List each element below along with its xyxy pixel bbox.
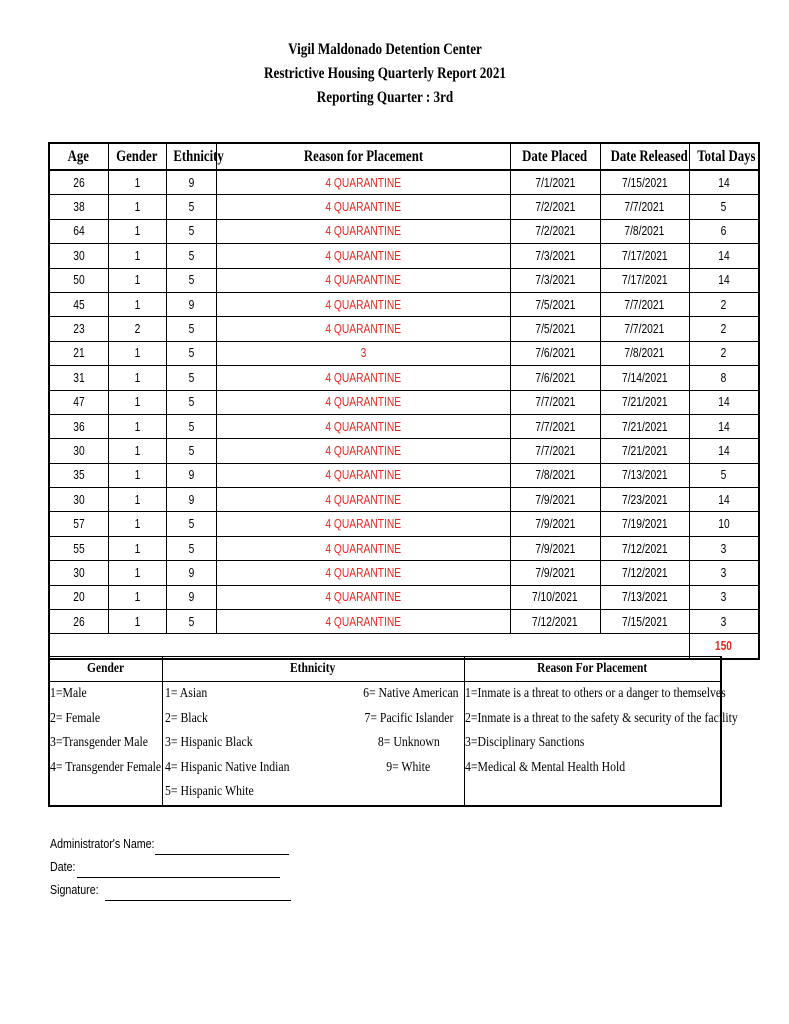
- legend-item: 4= Hispanic Native Indian: [164, 759, 290, 775]
- gender-cell: 1: [108, 463, 166, 487]
- date-field[interactable]: [77, 863, 280, 878]
- col-header-ethnicity: Ethnicity: [166, 143, 216, 170]
- gender-cell: 1: [108, 244, 166, 268]
- total-days-cell: 14: [689, 414, 759, 438]
- date-released-cell: 7/7/2021: [600, 195, 689, 219]
- date-released-cell: 7/12/2021: [600, 561, 689, 585]
- date-released-cell: 7/8/2021: [600, 219, 689, 243]
- date-placed-cell: 7/6/2021: [510, 341, 600, 365]
- date-placed-cell: 7/7/2021: [510, 390, 600, 414]
- gender-cell: 1: [108, 341, 166, 365]
- age-cell: 21: [49, 341, 108, 365]
- date-released-cell: 7/21/2021: [600, 439, 689, 463]
- date-released-cell: 7/19/2021: [600, 512, 689, 536]
- age-cell: 30: [49, 561, 108, 585]
- age-cell: 38: [49, 195, 108, 219]
- age-cell: 20: [49, 585, 108, 609]
- ethnicity-cell: 9: [166, 585, 216, 609]
- col-header-age: Age: [49, 143, 108, 170]
- legend-item: 2= Black: [164, 710, 208, 726]
- total-days-cell: 14: [689, 390, 759, 414]
- gender-cell: 1: [108, 170, 166, 195]
- reason-cell: 4 QUARANTINE: [216, 439, 510, 463]
- table-row: [49, 366, 759, 390]
- table-row: [49, 512, 759, 536]
- date-placed-cell: 7/10/2021: [510, 585, 600, 609]
- legend-table: [48, 656, 738, 807]
- ethnicity-cell: 9: [166, 463, 216, 487]
- date-placed-cell: 7/8/2021: [510, 463, 600, 487]
- age-cell: 30: [49, 244, 108, 268]
- total-days-cell: 3: [689, 585, 759, 609]
- reason-cell: 4 QUARANTINE: [216, 195, 510, 219]
- gender-cell: 1: [108, 292, 166, 316]
- reporting-quarter: Reporting Quarter : 3rd: [316, 89, 454, 106]
- total-days-cell: 2: [689, 341, 759, 365]
- age-cell: 55: [49, 536, 108, 560]
- date-placed-cell: 7/1/2021: [510, 170, 600, 195]
- legend-item: 1=Inmate is a threat to others or a danger to themselves: [464, 686, 726, 701]
- date-released-cell: 7/17/2021: [600, 268, 689, 292]
- date-released-cell: 7/13/2021: [600, 585, 689, 609]
- signature-line: [50, 878, 291, 901]
- reason-cell: 4 QUARANTINE: [216, 366, 510, 390]
- age-cell: 30: [49, 488, 108, 512]
- col-header-total-days: Total Days: [689, 143, 759, 170]
- ethnicity-cell: 5: [166, 536, 216, 560]
- age-cell: 64: [49, 219, 108, 243]
- ethnicity-cell: 5: [166, 390, 216, 414]
- table-row: [49, 561, 759, 585]
- date-placed-cell: 7/9/2021: [510, 512, 600, 536]
- legend-item: 9= White: [386, 759, 431, 775]
- date-placed-cell: 7/3/2021: [510, 244, 600, 268]
- legend-item: 2= Female: [50, 710, 101, 726]
- reason-cell: 4 QUARANTINE: [216, 585, 510, 609]
- signature-field[interactable]: [105, 886, 291, 901]
- gender-cell: 1: [108, 561, 166, 585]
- date-placed-cell: 7/9/2021: [510, 536, 600, 560]
- date-released-cell: 7/7/2021: [600, 317, 689, 341]
- date-released-cell: 7/21/2021: [600, 414, 689, 438]
- total-days-cell: 6: [689, 219, 759, 243]
- legend-item: 3=Disciplinary Sanctions: [464, 735, 584, 750]
- reason-cell: 4 QUARANTINE: [216, 390, 510, 414]
- total-days-cell: 2: [689, 292, 759, 316]
- reason-cell: 4 QUARANTINE: [216, 244, 510, 268]
- legend-gender-title: Gender: [49, 657, 162, 682]
- reason-cell: 4 QUARANTINE: [216, 488, 510, 512]
- reason-cell: 4 QUARANTINE: [216, 219, 510, 243]
- gender-cell: 1: [108, 268, 166, 292]
- legend-item: 6= Native American: [362, 686, 459, 701]
- reason-cell: 4 QUARANTINE: [216, 170, 510, 195]
- date-line: [50, 855, 291, 878]
- legend-reason-list: [464, 682, 738, 806]
- date-placed-cell: 7/2/2021: [510, 195, 600, 219]
- table-row: [49, 536, 759, 560]
- date-released-cell: 7/7/2021: [600, 292, 689, 316]
- facility-title: Vigil Maldonado Detention Center: [288, 41, 482, 58]
- date-placed-cell: 7/12/2021: [510, 610, 600, 634]
- legend-item: 3= Hispanic Black: [164, 735, 253, 750]
- reason-cell: 4 QUARANTINE: [216, 463, 510, 487]
- legend-item: 4= Transgender Female: [50, 759, 162, 775]
- ethnicity-cell: 9: [166, 488, 216, 512]
- administrator-name-field[interactable]: [155, 840, 289, 855]
- ethnicity-cell: 5: [166, 610, 216, 634]
- age-cell: 50: [49, 268, 108, 292]
- reason-cell: 4 QUARANTINE: [216, 512, 510, 536]
- table-row: [49, 219, 759, 243]
- total-days-cell: 5: [689, 195, 759, 219]
- total-days-cell: 14: [689, 439, 759, 463]
- date-released-cell: 7/17/2021: [600, 244, 689, 268]
- table-row: [49, 390, 759, 414]
- age-cell: 23: [49, 317, 108, 341]
- legend-item: 1=Male: [50, 686, 87, 701]
- reason-cell: 3: [216, 341, 510, 365]
- legend-ethnicity-list: [162, 682, 464, 806]
- date-released-cell: 7/15/2021: [600, 170, 689, 195]
- ethnicity-cell: 9: [166, 561, 216, 585]
- date-placed-cell: 7/9/2021: [510, 488, 600, 512]
- col-header-date-released: Date Released: [600, 143, 689, 170]
- total-days-cell: 3: [689, 536, 759, 560]
- placement-table: [48, 142, 760, 660]
- age-cell: 31: [49, 366, 108, 390]
- date-released-cell: 7/8/2021: [600, 341, 689, 365]
- ethnicity-cell: 5: [166, 195, 216, 219]
- gender-cell: 1: [108, 195, 166, 219]
- ethnicity-cell: 5: [166, 512, 216, 536]
- date-released-cell: 7/21/2021: [600, 390, 689, 414]
- reason-cell: 4 QUARANTINE: [216, 536, 510, 560]
- total-days-cell: 5: [689, 463, 759, 487]
- ethnicity-cell: 5: [166, 317, 216, 341]
- ethnicity-cell: 5: [166, 219, 216, 243]
- age-cell: 35: [49, 463, 108, 487]
- gender-cell: 1: [108, 366, 166, 390]
- table-row: [49, 244, 759, 268]
- total-days-sum: 150: [689, 634, 759, 659]
- col-header-reason: Reason for Placement: [216, 143, 510, 170]
- signoff-block: [50, 832, 291, 901]
- legend-gender-list: [49, 682, 162, 806]
- ethnicity-cell: 5: [166, 366, 216, 390]
- gender-cell: 1: [108, 488, 166, 512]
- legend-item: 3=Transgender Male: [50, 735, 148, 750]
- date-released-cell: 7/13/2021: [600, 463, 689, 487]
- reason-cell: 4 QUARANTINE: [216, 414, 510, 438]
- legend-item: 2=Inmate is a threat to the safety & security of the facility: [464, 710, 738, 726]
- table-row: [49, 610, 759, 634]
- gender-cell: 1: [108, 219, 166, 243]
- table-row: [49, 195, 759, 219]
- date-released-cell: 7/15/2021: [600, 610, 689, 634]
- age-cell: 30: [49, 439, 108, 463]
- total-days-cell: 3: [689, 561, 759, 585]
- table-row: [49, 488, 759, 512]
- col-header-gender: Gender: [108, 143, 166, 170]
- date-released-cell: 7/23/2021: [600, 488, 689, 512]
- gender-cell: 1: [108, 390, 166, 414]
- date-placed-cell: 7/3/2021: [510, 268, 600, 292]
- table-row: [49, 292, 759, 316]
- table-row: [49, 439, 759, 463]
- ethnicity-cell: 9: [166, 292, 216, 316]
- date-placed-cell: 7/2/2021: [510, 219, 600, 243]
- age-cell: 47: [49, 390, 108, 414]
- date-released-cell: 7/14/2021: [600, 366, 689, 390]
- ethnicity-cell: 5: [166, 439, 216, 463]
- reason-cell: 4 QUARANTINE: [216, 292, 510, 316]
- col-header-date-placed: Date Placed: [510, 143, 600, 170]
- total-days-cell: 2: [689, 317, 759, 341]
- administrator-name-label: Administrator's Name:: [50, 836, 155, 851]
- age-cell: 26: [49, 170, 108, 195]
- report-header: [0, 38, 770, 110]
- total-days-cell: 14: [689, 488, 759, 512]
- date-label: Date:: [50, 859, 76, 874]
- legend-item: 1= Asian: [164, 686, 207, 701]
- table-row: [49, 585, 759, 609]
- date-placed-cell: 7/7/2021: [510, 439, 600, 463]
- table-row: [49, 341, 759, 365]
- ethnicity-cell: 5: [166, 414, 216, 438]
- table-row: [49, 414, 759, 438]
- signature-label: Signature:: [50, 882, 99, 897]
- reason-cell: 4 QUARANTINE: [216, 268, 510, 292]
- total-days-cell: 8: [689, 366, 759, 390]
- gender-cell: 2: [108, 317, 166, 341]
- date-placed-cell: 7/7/2021: [510, 414, 600, 438]
- gender-cell: 1: [108, 585, 166, 609]
- age-cell: 57: [49, 512, 108, 536]
- table-header-row: [49, 143, 759, 170]
- total-days-cell: 3: [689, 610, 759, 634]
- gender-cell: 1: [108, 512, 166, 536]
- age-cell: 36: [49, 414, 108, 438]
- gender-cell: 1: [108, 610, 166, 634]
- administrator-name-line: [50, 832, 291, 855]
- age-cell: 45: [49, 292, 108, 316]
- legend-ethnicity-title: Ethnicity: [162, 657, 464, 682]
- ethnicity-cell: 9: [166, 170, 216, 195]
- total-days-cell: 10: [689, 512, 759, 536]
- age-cell: 26: [49, 610, 108, 634]
- reason-cell: 4 QUARANTINE: [216, 317, 510, 341]
- total-days-cell: 14: [689, 244, 759, 268]
- gender-cell: 1: [108, 536, 166, 560]
- ethnicity-cell: 5: [166, 244, 216, 268]
- date-placed-cell: 7/6/2021: [510, 366, 600, 390]
- total-days-cell: 14: [689, 170, 759, 195]
- table-row: [49, 317, 759, 341]
- ethnicity-cell: 5: [166, 268, 216, 292]
- total-days-cell: 14: [689, 268, 759, 292]
- report-title: Restrictive Housing Quarterly Report 2021: [264, 65, 506, 82]
- legend-item: 7= Pacific Islander: [364, 710, 453, 726]
- ethnicity-cell: 5: [166, 341, 216, 365]
- legend-reason-title: Reason For Placement: [464, 657, 721, 682]
- table-row: [49, 170, 759, 195]
- legend-item: 8= Unknown: [377, 735, 440, 750]
- date-placed-cell: 7/5/2021: [510, 317, 600, 341]
- table-row: [49, 463, 759, 487]
- date-placed-cell: 7/5/2021: [510, 292, 600, 316]
- reason-cell: 4 QUARANTINE: [216, 610, 510, 634]
- date-released-cell: 7/12/2021: [600, 536, 689, 560]
- gender-cell: 1: [108, 439, 166, 463]
- legend-item: 5= Hispanic White: [164, 784, 254, 799]
- table-row: [49, 268, 759, 292]
- reason-cell: 4 QUARANTINE: [216, 561, 510, 585]
- date-placed-cell: 7/9/2021: [510, 561, 600, 585]
- legend-item: 4=Medical & Mental Health Hold: [464, 759, 625, 775]
- gender-cell: 1: [108, 414, 166, 438]
